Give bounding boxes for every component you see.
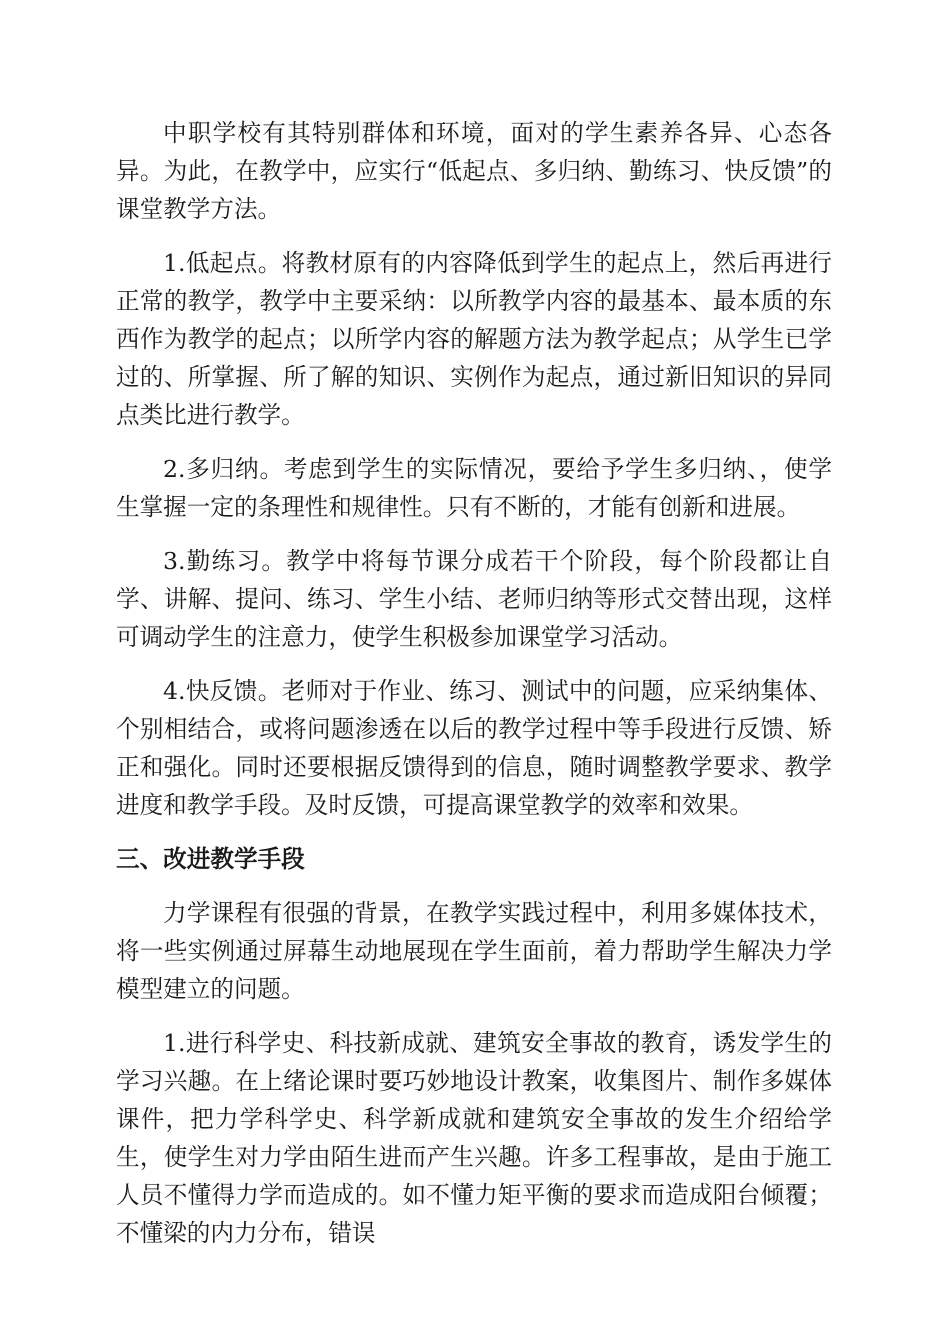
paragraph-intro: 中职学校有其特别群体和环境，面对的学生素养各异、心态各异。为此，在教学中，应实行“低起点、多归纳、勤练习、快反馈”的课堂教学方法。 — [116, 119, 832, 223]
section-heading: 三、改进教学手段 — [116, 845, 305, 873]
paragraph-science-history: 1.进行科学史、科技新成就、建筑安全事故的教育，诱发学生的学习兴趣。在上绪论课时要巧妙地设计教案，收集图片、制作多媒体课件，把力学科学史、科学新成就和建筑安全事故的发生介绍给学生，使学生对力学由陌生进而产生兴趣。许多工程事故，是由于施工人员不懂得力学而造成的。如不懂力矩平衡的要求而造成阳台倾覆；不懂梁的内力分布，错误 — [116, 1029, 832, 1247]
paragraph-low-start: 1.低起点。将教材原有的内容降低到学生的起点上，然后再进行正常的教学，教学中主要采纳：以所教学内容的最基本、最本质的东西作为教学的起点；以所学内容的解题方法为教学起点；从学生已学过的、所掌握、所了解的知识、实例作为起点，通过新旧知识的异同点类比进行教学。 — [116, 249, 832, 429]
paragraph-multimedia: 力学课程有很强的背景，在教学实践过程中，利用多媒体技术，将一些实例通过屏幕生动地展现在学生面前，着力帮助学生解决力学模型建立的问题。 — [116, 899, 832, 1003]
document-page — [116, 114, 832, 1252]
paragraph-practice: 3.勤练习。教学中将每节课分成若干个阶段，每个阶段都让自学、讲解、提问、练习、学生小结、老师归纳等形式交替出现，这样可调动学生的注意力，使学生积极参加课堂学习活动。 — [116, 547, 832, 651]
paragraph-feedback: 4.快反馈。老师对于作业、练习、测试中的问题，应采纳集体、个别相结合，或将问题渗透在以后的教学过程中等手段进行反馈、矫正和强化。同时还要根据反馈得到的信息，随时调整教学要求、教学进度和教学手段。及时反馈，可提高课堂教学的效率和效果。 — [116, 677, 832, 819]
paragraph-summarize: 2.多归纳。考虑到学生的实际情况，要给予学生多归纳、，使学生掌握一定的条理性和规律性。只有不断的，才能有创新和进展。 — [116, 455, 832, 521]
